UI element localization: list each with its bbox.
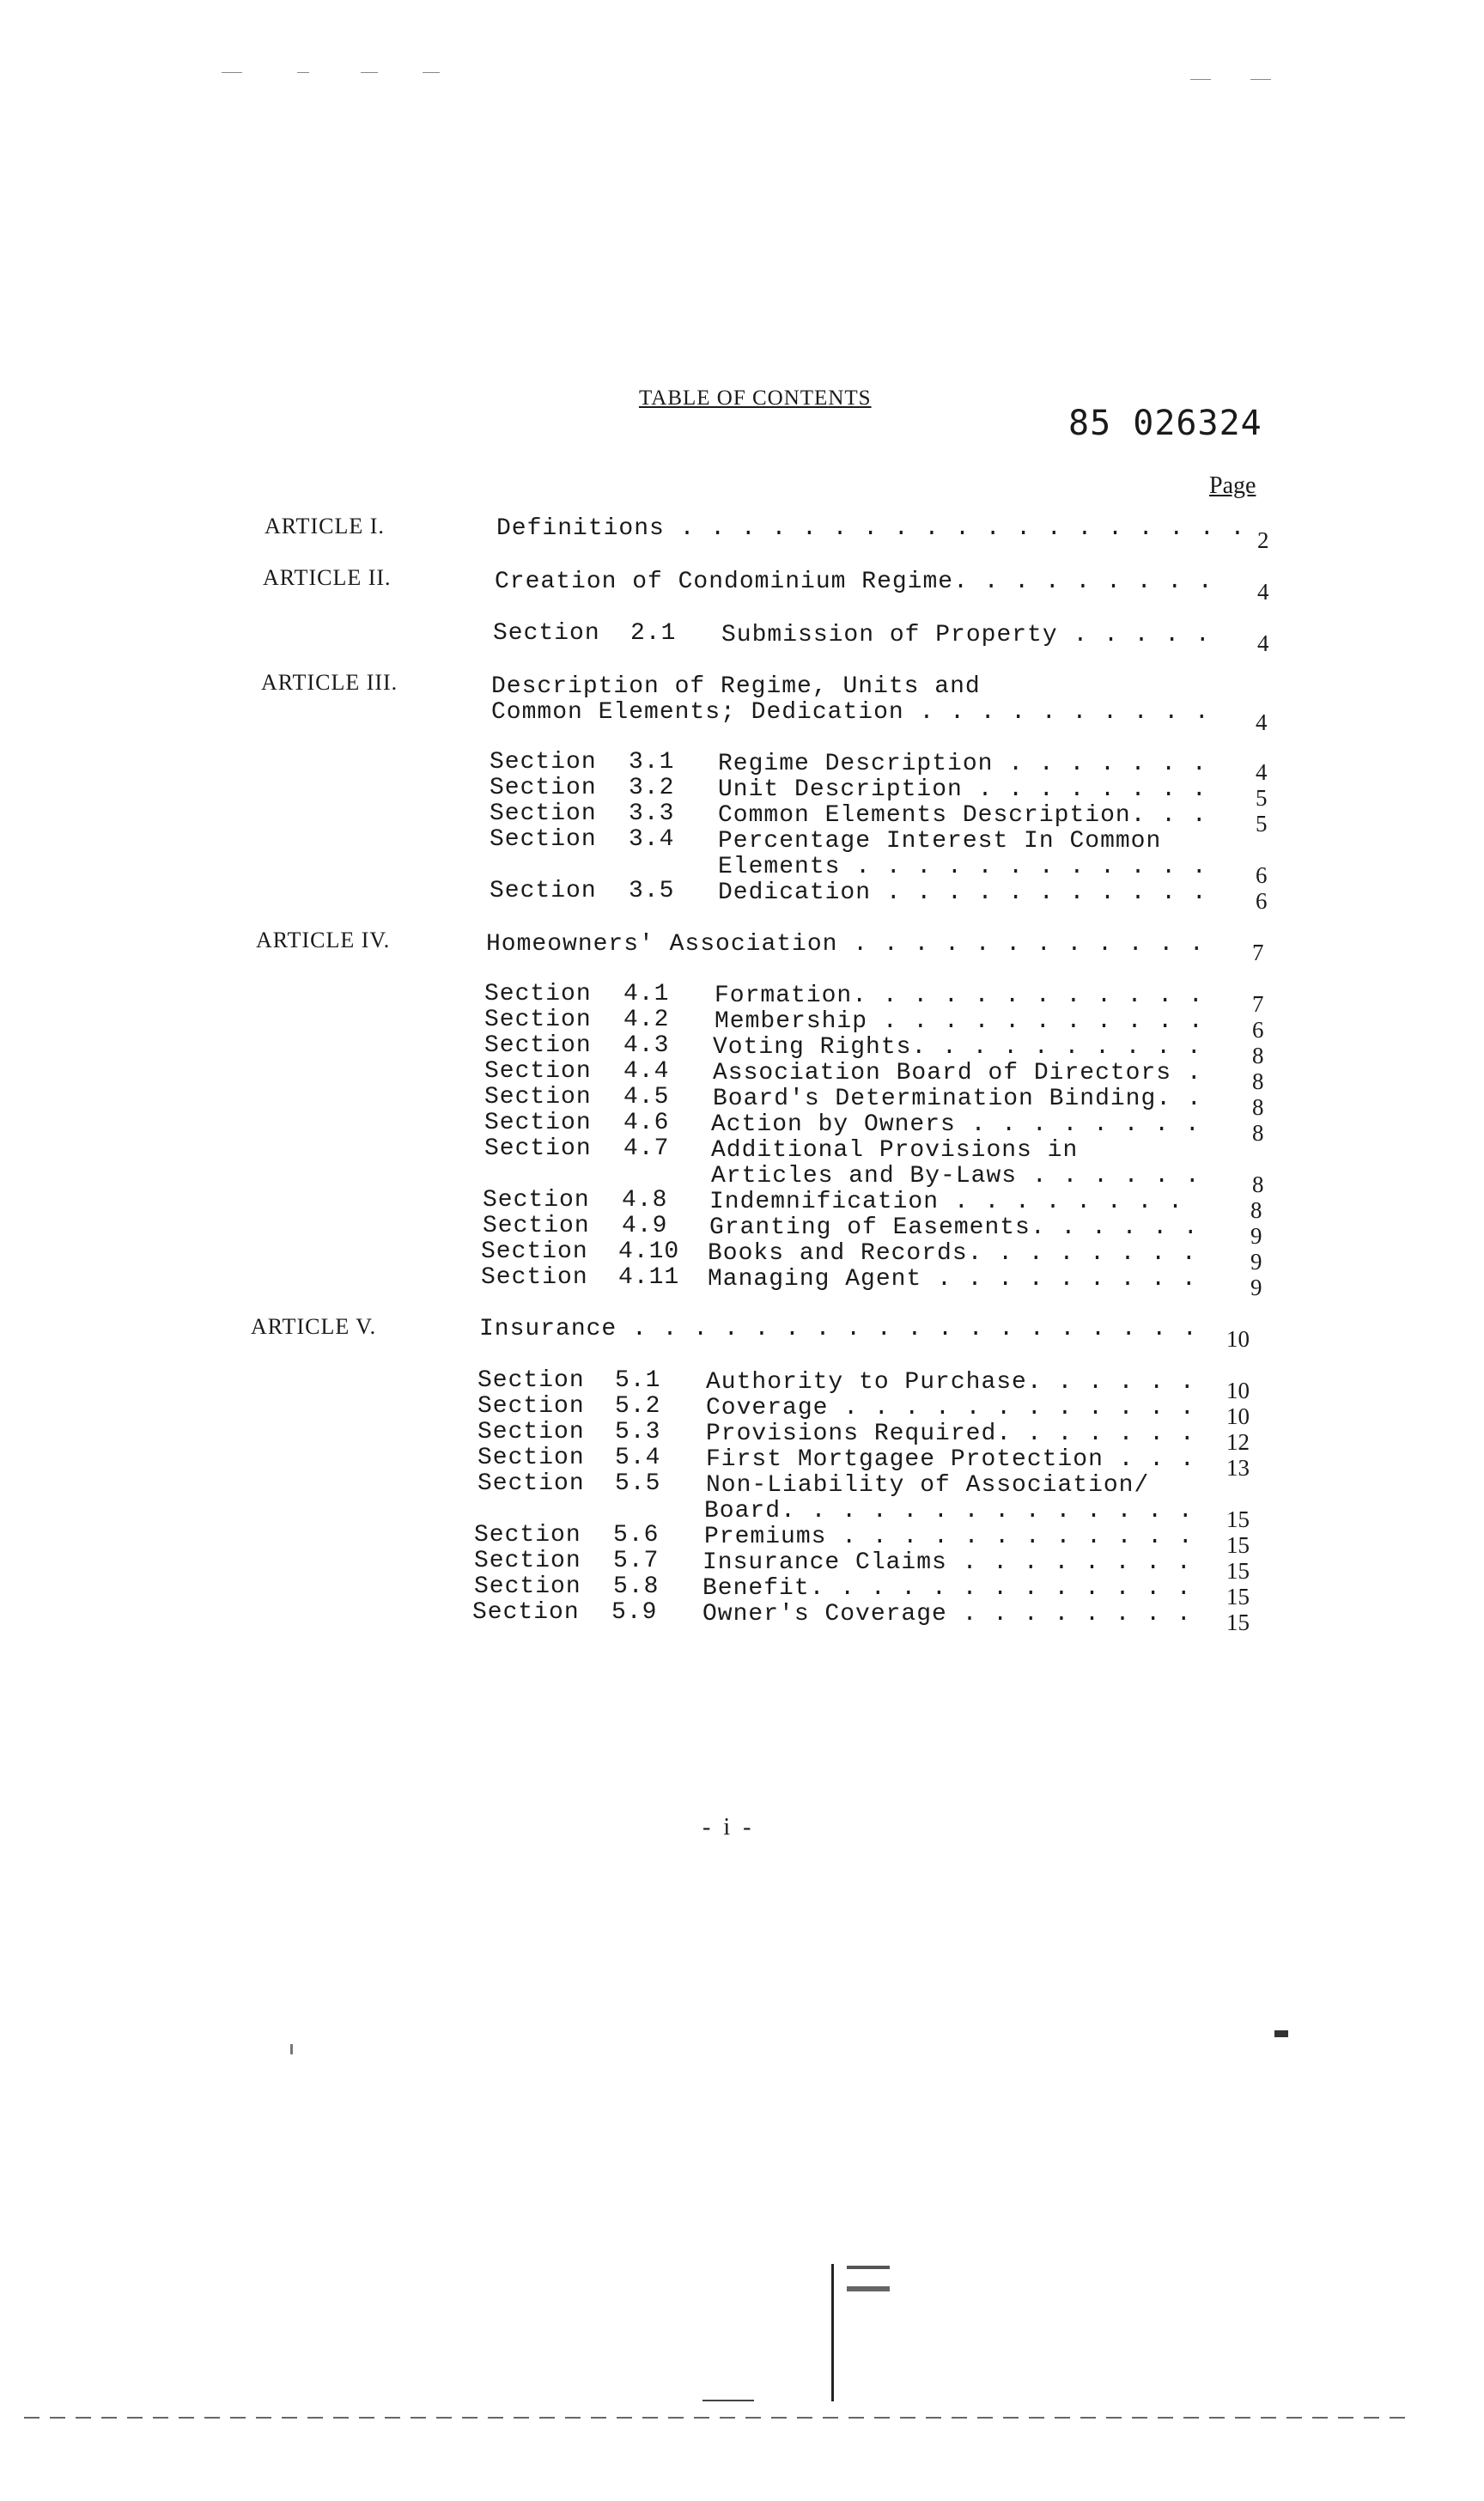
section-title: Additional Provisions in xyxy=(711,1137,1079,1164)
section-page: 15 xyxy=(1226,1584,1250,1610)
section-word: Section xyxy=(477,1470,585,1497)
section-word: Section xyxy=(481,1264,588,1291)
article-title-line2: Common Elements; Dedication . . . . . . . . . . xyxy=(491,699,1210,726)
article-title: Homeowners' Association . . . . . . . . . . . . xyxy=(486,931,1205,958)
section-number: 4.4 xyxy=(623,1058,670,1085)
section-title: Submission of Property . . . . . xyxy=(721,622,1211,648)
section-word: Section xyxy=(484,1058,592,1085)
section-title: Membership . . . . . . . . . . . xyxy=(715,1008,1204,1035)
section-title: Owner's Coverage . . . . . . . . xyxy=(702,1601,1192,1628)
section-title: Benefit. . . . . . . . . . . . . xyxy=(702,1575,1192,1602)
section-title: Common Elements Description. . . xyxy=(718,802,1207,829)
article-label: ARTICLE I. xyxy=(265,514,385,539)
section-title: Provisions Required. . . . . . . xyxy=(706,1421,1195,1447)
section-page: 8 xyxy=(1250,1197,1262,1223)
article-title: Definitions . . . . . . . . . . . . . . . . . . . xyxy=(496,515,1246,542)
section-title: Formation. . . . . . . . . . . . xyxy=(715,983,1204,1009)
section-page: 15 xyxy=(1226,1532,1250,1558)
section-number: 5.6 xyxy=(613,1522,660,1549)
section-number: 4.1 xyxy=(623,981,670,1007)
section-title: Voting Rights. . . . . . . . . . xyxy=(713,1034,1202,1061)
section-number: 4.8 xyxy=(622,1187,668,1214)
section-page: 15 xyxy=(1226,1506,1250,1532)
section-number: 5.3 xyxy=(615,1419,661,1445)
section-page: 12 xyxy=(1226,1429,1250,1455)
section-title-cont: Board. . . . . . . . . . . . . . xyxy=(704,1498,1194,1524)
section-page: 7 xyxy=(1252,991,1264,1017)
section-number: 5.2 xyxy=(615,1393,661,1420)
section-page: 6 xyxy=(1256,888,1268,914)
section-page: 15 xyxy=(1226,1610,1250,1635)
section-title: Unit Description . . . . . . . . xyxy=(718,776,1207,803)
section-number: 5.7 xyxy=(613,1548,660,1574)
section-number: 4.6 xyxy=(623,1110,670,1136)
section-title: Authority to Purchase. . . . . . xyxy=(706,1369,1195,1396)
section-number: 3.5 xyxy=(629,878,675,904)
section-number: 5.5 xyxy=(615,1470,661,1497)
section-page: 15 xyxy=(1226,1558,1250,1584)
section-number: 4.9 xyxy=(622,1213,668,1239)
section-word: Section xyxy=(474,1522,581,1549)
section-page: 8 xyxy=(1252,1120,1264,1146)
section-title: Indemnification . . . . . . . . xyxy=(709,1189,1183,1215)
section-number: 3.2 xyxy=(629,775,675,801)
section-title: Insurance Claims . . . . . . . . xyxy=(702,1549,1192,1576)
section-title: Coverage . . . . . . . . . . . . xyxy=(706,1395,1195,1421)
section-word: Section xyxy=(484,1110,592,1136)
article-title: Creation of Condominium Regime. . . . . . . . . xyxy=(495,569,1213,595)
section-title: Dedication . . . . . . . . . . . xyxy=(718,879,1207,906)
section-number: 3.1 xyxy=(629,749,675,776)
article-page: 4 xyxy=(1256,709,1268,735)
section-page: 8 xyxy=(1252,1043,1264,1068)
section-number: 5.8 xyxy=(613,1573,660,1600)
article-label: ARTICLE IV. xyxy=(256,928,391,952)
section-title: Managing Agent . . . . . . . . . xyxy=(708,1266,1197,1293)
section-page: 10 xyxy=(1226,1378,1250,1403)
section-title: Action by Owners . . . . . . . . xyxy=(711,1111,1201,1138)
section-title: Percentage Interest In Common xyxy=(718,828,1162,855)
section-title: Granting of Easements. . . . . . xyxy=(709,1214,1199,1241)
section-word: Section xyxy=(483,1213,590,1239)
section-word: Section xyxy=(490,775,597,801)
article-label: ARTICLE III. xyxy=(261,670,398,695)
section-page: 13 xyxy=(1226,1455,1250,1481)
section-number: 4.3 xyxy=(623,1032,670,1059)
section-title: Non-Liability of Association/ xyxy=(706,1472,1150,1499)
section-word: Section xyxy=(477,1445,585,1471)
section-number: 4.7 xyxy=(623,1135,670,1162)
section-word: Section xyxy=(484,981,592,1007)
section-number: 4.10 xyxy=(618,1238,680,1265)
section-title: Regime Description . . . . . . . xyxy=(718,751,1207,777)
section-page: 6 xyxy=(1252,1017,1264,1043)
section-number: 5.9 xyxy=(611,1599,658,1626)
toc-title: TABLE OF CONTENTS xyxy=(639,386,872,410)
article-label: ARTICLE II. xyxy=(263,565,392,590)
section-word: Section xyxy=(484,1007,592,1033)
section-page: 9 xyxy=(1250,1275,1262,1300)
section-word: Section xyxy=(477,1367,585,1394)
article-page: 2 xyxy=(1257,527,1269,553)
article-title: Insurance . . . . . . . . . . . . . . . . . . . xyxy=(479,1316,1198,1342)
section-number: 2.1 xyxy=(630,620,677,647)
section-page: 4 xyxy=(1256,759,1268,785)
article-page: 7 xyxy=(1252,940,1264,965)
section-page: 4 xyxy=(1257,630,1269,656)
section-word: Section xyxy=(477,1393,585,1420)
section-word: Section xyxy=(483,1187,590,1214)
section-word: Section xyxy=(484,1032,592,1059)
section-word: Section xyxy=(474,1573,581,1600)
article-page: 10 xyxy=(1226,1326,1250,1352)
section-number: 4.5 xyxy=(623,1084,670,1111)
section-word: Section xyxy=(493,620,600,647)
article-title-line1: Description of Regime, Units and xyxy=(491,673,981,700)
section-word: Section xyxy=(484,1135,592,1162)
document-number: 85 026324 xyxy=(1068,404,1262,443)
page-footer: - i - xyxy=(702,1814,755,1841)
section-page: 10 xyxy=(1226,1403,1250,1429)
section-word: Section xyxy=(474,1548,581,1574)
section-page: 6 xyxy=(1256,862,1268,888)
section-title-cont: Elements . . . . . . . . . . . . xyxy=(718,854,1207,880)
section-title: Premiums . . . . . . . . . . . . xyxy=(704,1524,1194,1550)
section-page: 8 xyxy=(1252,1171,1264,1197)
section-number: 4.11 xyxy=(618,1264,680,1291)
section-title-cont: Articles and By-Laws . . . . . . xyxy=(711,1163,1201,1190)
section-title: Board's Determination Binding. . xyxy=(713,1086,1202,1112)
section-word: Section xyxy=(490,826,597,853)
section-word: Section xyxy=(490,749,597,776)
section-number: 5.4 xyxy=(615,1445,661,1471)
section-page: 5 xyxy=(1256,811,1268,837)
section-word: Section xyxy=(477,1419,585,1445)
section-word: Section xyxy=(481,1238,588,1265)
section-number: 3.3 xyxy=(629,800,675,827)
section-title: Association Board of Directors . xyxy=(713,1060,1202,1086)
section-page: 9 xyxy=(1250,1249,1262,1275)
section-page: 5 xyxy=(1256,785,1268,811)
page-column-header: Page xyxy=(1209,472,1256,499)
section-page: 9 xyxy=(1250,1223,1262,1249)
section-title: First Mortgagee Protection . . . xyxy=(706,1446,1195,1473)
section-number: 3.4 xyxy=(629,826,675,853)
section-number: 4.2 xyxy=(623,1007,670,1033)
section-word: Section xyxy=(472,1599,580,1626)
section-page: 8 xyxy=(1252,1068,1264,1094)
section-page: 8 xyxy=(1252,1094,1264,1120)
article-label: ARTICLE V. xyxy=(251,1314,377,1339)
section-word: Section xyxy=(490,878,597,904)
section-title: Books and Records. . . . . . . . xyxy=(708,1240,1197,1267)
section-number: 5.1 xyxy=(615,1367,661,1394)
article-page: 4 xyxy=(1257,579,1269,605)
section-word: Section xyxy=(484,1084,592,1111)
section-word: Section xyxy=(490,800,597,827)
